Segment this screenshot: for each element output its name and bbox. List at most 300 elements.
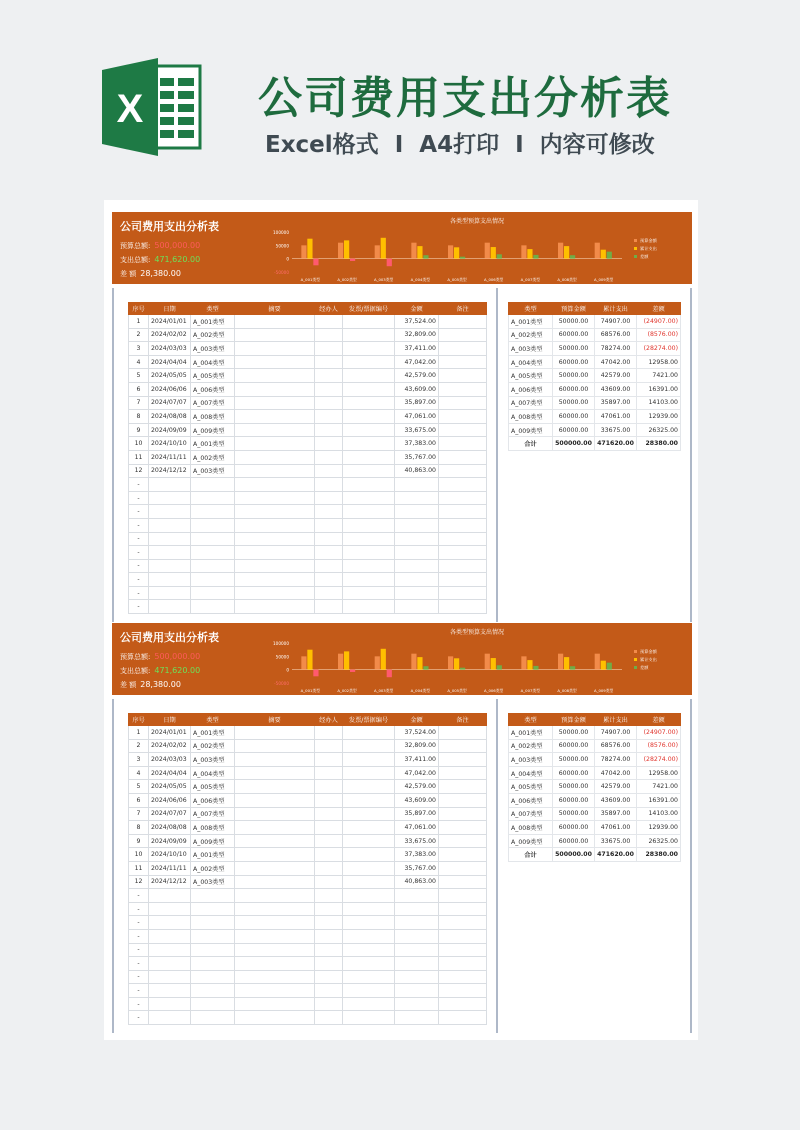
detail-cell [315, 518, 343, 532]
diff-value: 28,380.00 [140, 680, 181, 689]
detail-cell [315, 902, 343, 916]
table-row [129, 478, 487, 492]
detail-cell: 5 [129, 369, 149, 383]
detail-cell [343, 559, 395, 573]
chart-bar [417, 246, 422, 259]
table-row [129, 793, 487, 807]
chart-bar [338, 654, 343, 670]
detail-cell: 2024/01/01 [149, 726, 191, 740]
legend-swatch [634, 658, 637, 661]
chart-bar [564, 246, 569, 259]
detail-cell: - [129, 902, 149, 916]
chart-y-tick: 0 [286, 256, 289, 262]
summary-cell: 14103.00 [637, 396, 681, 410]
detail-cell: A_002类型 [191, 450, 235, 464]
detail-cell: A_002类型 [191, 328, 235, 342]
detail-cell [315, 821, 343, 835]
detail-cell [235, 943, 315, 957]
detail-cell: 37,524.00 [395, 726, 439, 740]
table-row [509, 396, 681, 410]
detail-cell [315, 997, 343, 1011]
table-row [509, 726, 681, 740]
summary-cell: 47042.00 [595, 355, 637, 369]
summary-cell: 47061.00 [595, 821, 637, 835]
chart-bar [558, 243, 563, 259]
chart-bar [454, 658, 459, 669]
table-row [129, 396, 487, 410]
detail-cell [395, 943, 439, 957]
detail-cell: A_009类型 [191, 423, 235, 437]
detail-cell [235, 437, 315, 451]
summary-header-cell: 累计支出 [595, 303, 637, 315]
detail-cell [235, 861, 315, 875]
chart-x-tick: A_009类型 [593, 688, 614, 693]
chart-y-tick: -50000 [274, 270, 289, 275]
detail-header-cell: 发票/票据编号 [343, 303, 395, 315]
detail-cell: - [129, 984, 149, 998]
detail-cell [343, 970, 395, 984]
left-border [112, 288, 114, 622]
detail-cell [315, 875, 343, 889]
detail-cell: - [129, 600, 149, 614]
detail-cell: 3 [129, 753, 149, 767]
summary-cell: 47042.00 [595, 766, 637, 780]
sheet-body [112, 288, 692, 622]
detail-cell [315, 437, 343, 451]
detail-cell: 2 [129, 739, 149, 753]
detail-cell [235, 780, 315, 794]
detail-cell: A_003类型 [191, 753, 235, 767]
detail-cell [395, 546, 439, 560]
detail-cell [315, 478, 343, 492]
detail-cell [235, 491, 315, 505]
chart-y-tick: 0 [286, 667, 289, 673]
detail-cell: - [129, 997, 149, 1011]
detail-cell [439, 600, 487, 614]
detail-cell [439, 355, 487, 369]
detail-header-cell: 发票/票据编号 [343, 714, 395, 726]
detail-cell: A_003类型 [191, 875, 235, 889]
detail-cell [343, 739, 395, 753]
detail-cell: 2024/02/02 [149, 328, 191, 342]
detail-cell [191, 546, 235, 560]
detail-cell: 2024/09/09 [149, 423, 191, 437]
detail-cell [395, 478, 439, 492]
detail-cell [191, 1011, 235, 1025]
chart-bar [527, 249, 532, 259]
detail-cell: 9 [129, 834, 149, 848]
summary-total-row [509, 848, 681, 862]
right-border [690, 288, 692, 622]
chart-y-tick: 50000 [275, 243, 289, 249]
detail-header-cell: 备注 [439, 714, 487, 726]
detail-cell [235, 848, 315, 862]
detail-cell: - [129, 478, 149, 492]
legend-swatch [634, 666, 637, 669]
detail-cell [315, 1011, 343, 1025]
print-text: A4打印 [419, 132, 500, 158]
chart-bar [485, 654, 490, 670]
detail-cell [343, 315, 395, 329]
chart-y-tick: -50000 [274, 681, 289, 686]
detail-cell: - [129, 957, 149, 971]
table-row [129, 315, 487, 329]
detail-cell [315, 450, 343, 464]
detail-cell [395, 600, 439, 614]
detail-cell: 2024/04/04 [149, 766, 191, 780]
chart-bar [381, 238, 386, 259]
chart-x-tick: A_001类型 [300, 688, 321, 693]
detail-cell [235, 739, 315, 753]
detail-cell: 7 [129, 807, 149, 821]
chart-x-tick: A_005类型 [447, 688, 467, 693]
detail-cell [439, 902, 487, 916]
detail-cell [235, 766, 315, 780]
summary-cell: A_005类型 [509, 780, 553, 794]
detail-cell [343, 807, 395, 821]
detail-cell [395, 916, 439, 930]
detail-cell: 5 [129, 780, 149, 794]
detail-cell [439, 807, 487, 821]
detail-cell [395, 532, 439, 546]
chart-bar [387, 259, 392, 267]
summary-cell: 78274.00 [595, 753, 637, 767]
table-row [129, 726, 487, 740]
summary-cell: 60000.00 [553, 355, 595, 369]
detail-cell: 2024/06/06 [149, 382, 191, 396]
summary-cell: 33675.00 [595, 423, 637, 437]
legend-label: 累计支出 [640, 246, 657, 251]
detail-cell: - [129, 518, 149, 532]
chart-x-tick: A_007类型 [520, 277, 541, 282]
detail-cell: 2024/03/03 [149, 342, 191, 356]
detail-cell [235, 929, 315, 943]
chart-bar [387, 670, 392, 678]
detail-cell [235, 902, 315, 916]
detail-header-cell: 备注 [439, 303, 487, 315]
summary-cell: A_003类型 [509, 342, 553, 356]
table-row [129, 943, 487, 957]
detail-cell: 37,411.00 [395, 753, 439, 767]
budget-value: 500,000.00 [154, 652, 201, 661]
detail-cell: 2024/09/09 [149, 834, 191, 848]
detail-cell: 37,383.00 [395, 437, 439, 451]
detail-cell [315, 328, 343, 342]
budget-total [120, 652, 200, 662]
detail-cell [235, 970, 315, 984]
detail-cell [235, 382, 315, 396]
table-row [129, 970, 487, 984]
chart-bar [313, 670, 318, 677]
chart-bar [497, 254, 502, 258]
detail-cell [149, 997, 191, 1011]
diff-total [120, 680, 181, 690]
detail-cell: A_004类型 [191, 766, 235, 780]
detail-cell: 43,609.00 [395, 793, 439, 807]
summary-cell: A_009类型 [509, 834, 553, 848]
detail-cell [191, 970, 235, 984]
detail-cell [439, 450, 487, 464]
chart-bar [570, 666, 575, 669]
chart-bar [533, 255, 538, 259]
summary-header-cell: 差额 [637, 714, 681, 726]
detail-cell: 2024/07/07 [149, 807, 191, 821]
detail-cell [235, 586, 315, 600]
detail-cell: - [129, 546, 149, 560]
detail-cell: 4 [129, 766, 149, 780]
sheet-body [112, 699, 692, 1033]
detail-cell: 2024/05/05 [149, 369, 191, 383]
detail-cell [439, 943, 487, 957]
detail-cell [235, 957, 315, 971]
detail-cell [191, 505, 235, 519]
summary-cell: 60000.00 [553, 423, 595, 437]
table-row [129, 889, 487, 903]
summary-total-cell: 471620.00 [595, 437, 637, 451]
detail-cell: A_005类型 [191, 369, 235, 383]
detail-cell [439, 766, 487, 780]
summary-header-cell: 预算金额 [553, 303, 595, 315]
table-row [129, 739, 487, 753]
table-row [509, 355, 681, 369]
detail-cell: A_008类型 [191, 410, 235, 424]
summary-cell: 78274.00 [595, 342, 637, 356]
detail-cell [315, 600, 343, 614]
detail-cell [191, 929, 235, 943]
detail-cell [395, 505, 439, 519]
chart-title: 各类型预算支出情况 [449, 629, 505, 636]
summary-cell: 7421.00 [637, 780, 681, 794]
detail-cell [235, 410, 315, 424]
detail-cell [149, 546, 191, 560]
legend-swatch [634, 650, 637, 653]
summary-cell: 60000.00 [553, 410, 595, 424]
detail-cell [191, 889, 235, 903]
detail-cell [343, 437, 395, 451]
chart-bar [485, 243, 490, 259]
summary-cell: 35897.00 [595, 807, 637, 821]
detail-header-cell: 摘要 [235, 303, 315, 315]
detail-cell [343, 342, 395, 356]
detail-cell [191, 916, 235, 930]
summary-cell: 74907.00 [595, 726, 637, 740]
table-row [129, 875, 487, 889]
detail-cell: 12 [129, 875, 149, 889]
detail-cell [439, 821, 487, 835]
spent-value: 471,620.00 [154, 255, 201, 264]
detail-cell: A_004类型 [191, 355, 235, 369]
detail-cell [343, 997, 395, 1011]
chart-y-tick: 100000 [273, 230, 289, 235]
detail-cell: 2024/08/08 [149, 410, 191, 424]
table-row [509, 410, 681, 424]
detail-cell [235, 889, 315, 903]
sheet-banner [112, 623, 692, 695]
detail-cell [315, 957, 343, 971]
detail-cell [439, 478, 487, 492]
summary-cell: A_006类型 [509, 793, 553, 807]
chart-bar [497, 665, 502, 669]
left-border [112, 699, 114, 1033]
detail-cell [149, 970, 191, 984]
table-row [509, 821, 681, 835]
chart-x-tick: A_004类型 [410, 688, 431, 693]
detail-cell: 35,897.00 [395, 807, 439, 821]
detail-cell [315, 834, 343, 848]
detail-cell [343, 423, 395, 437]
summary-header-cell: 差额 [637, 303, 681, 315]
page-subtitle [265, 126, 655, 159]
chart-bar [411, 243, 416, 259]
detail-cell: 1 [129, 315, 149, 329]
detail-cell: - [129, 1011, 149, 1025]
summary-cell: 60000.00 [553, 766, 595, 780]
chart-bar [601, 661, 606, 670]
table-row [129, 821, 487, 835]
diff-label: 差 额 [120, 681, 137, 689]
legend-swatch [634, 255, 637, 258]
right-border [690, 699, 692, 1033]
chart-bar [570, 255, 575, 258]
detail-cell: 12 [129, 464, 149, 478]
summary-total-cell: 合计 [509, 848, 553, 862]
detail-cell: - [129, 573, 149, 587]
table-row [129, 382, 487, 396]
detail-cell [191, 532, 235, 546]
detail-cell [315, 848, 343, 862]
chart-x-tick: A_003类型 [373, 277, 394, 282]
detail-cell: 10 [129, 848, 149, 862]
detail-cell [439, 834, 487, 848]
summary-cell: A_007类型 [509, 807, 553, 821]
chart-y-tick: 50000 [275, 654, 289, 660]
chart-bar [558, 654, 563, 670]
detail-cell [235, 726, 315, 740]
summary-cell: 7421.00 [637, 369, 681, 383]
detail-cell [315, 573, 343, 587]
chart-x-tick: A_008类型 [557, 688, 577, 693]
document-paper [104, 200, 698, 1040]
diff-value: 28,380.00 [140, 269, 181, 278]
detail-cell [235, 505, 315, 519]
detail-cell: 2024/10/10 [149, 437, 191, 451]
summary-total-cell: 28380.00 [637, 848, 681, 862]
detail-cell [395, 984, 439, 998]
chart-title: 各类型预算支出情况 [449, 218, 505, 225]
chart-bar [417, 657, 422, 670]
summary-cell: A_002类型 [509, 739, 553, 753]
detail-cell [191, 984, 235, 998]
detail-cell [343, 780, 395, 794]
detail-cell [439, 505, 487, 519]
summary-cell: 50000.00 [553, 342, 595, 356]
summary-cell: (24907.00) [637, 315, 681, 329]
detail-cell [343, 726, 395, 740]
detail-cell [395, 997, 439, 1011]
chart-bar [375, 656, 380, 669]
detail-header-cell: 日期 [149, 714, 191, 726]
detail-cell [343, 889, 395, 903]
table-row [129, 450, 487, 464]
table-row [129, 369, 487, 383]
detail-cell [439, 875, 487, 889]
detail-cell [343, 834, 395, 848]
detail-cell [149, 889, 191, 903]
budget-label: 预算总额: [120, 653, 151, 661]
summary-cell: 42579.00 [595, 369, 637, 383]
detail-cell [343, 1011, 395, 1025]
detail-cell [315, 586, 343, 600]
detail-header-cell: 类型 [191, 714, 235, 726]
detail-cell [235, 600, 315, 614]
detail-header-cell: 金额 [395, 714, 439, 726]
detail-cell [149, 518, 191, 532]
detail-cell: 2024/07/07 [149, 396, 191, 410]
table-row [129, 491, 487, 505]
legend-swatch [634, 239, 637, 242]
detail-cell [315, 726, 343, 740]
detail-cell: A_006类型 [191, 793, 235, 807]
detail-cell [343, 505, 395, 519]
detail-cell: 2024/12/12 [149, 875, 191, 889]
detail-cell: 47,042.00 [395, 355, 439, 369]
detail-cell [439, 793, 487, 807]
detail-cell [235, 369, 315, 383]
detail-cell [315, 970, 343, 984]
detail-cell: 33,675.00 [395, 834, 439, 848]
detail-cell [315, 943, 343, 957]
detail-cell [439, 889, 487, 903]
detail-cell [315, 410, 343, 424]
chart-bar [460, 668, 465, 670]
detail-cell [315, 984, 343, 998]
detail-cell [315, 546, 343, 560]
summary-cell: A_008类型 [509, 410, 553, 424]
chart-bar [350, 259, 355, 261]
chart-bar [607, 252, 612, 259]
detail-cell: 6 [129, 382, 149, 396]
detail-cell [343, 929, 395, 943]
detail-cell [235, 328, 315, 342]
detail-cell [343, 957, 395, 971]
chart-bar [491, 247, 496, 259]
detail-cell: - [129, 505, 149, 519]
detail-cell: 6 [129, 793, 149, 807]
detail-cell [149, 532, 191, 546]
detail-cell: 2024/06/06 [149, 793, 191, 807]
detail-cell [149, 943, 191, 957]
chart-x-tick: A_008类型 [557, 277, 577, 282]
table-row [129, 997, 487, 1011]
detail-cell: 2 [129, 328, 149, 342]
detail-cell [235, 997, 315, 1011]
summary-header-cell: 类型 [509, 714, 553, 726]
chart-bar [595, 243, 600, 259]
detail-cell [439, 546, 487, 560]
chart-bar [521, 656, 526, 669]
detail-cell [191, 902, 235, 916]
table-row [509, 382, 681, 396]
detail-cell: 2024/02/02 [149, 739, 191, 753]
detail-cell: 9 [129, 423, 149, 437]
summary-cell: 26325.00 [637, 423, 681, 437]
detail-cell [439, 437, 487, 451]
chart-bar [344, 240, 349, 258]
spent-label: 支出总额: [120, 256, 151, 264]
sheet-page-1 [112, 212, 692, 622]
detail-cell: 37,411.00 [395, 342, 439, 356]
detail-cell: 4 [129, 355, 149, 369]
